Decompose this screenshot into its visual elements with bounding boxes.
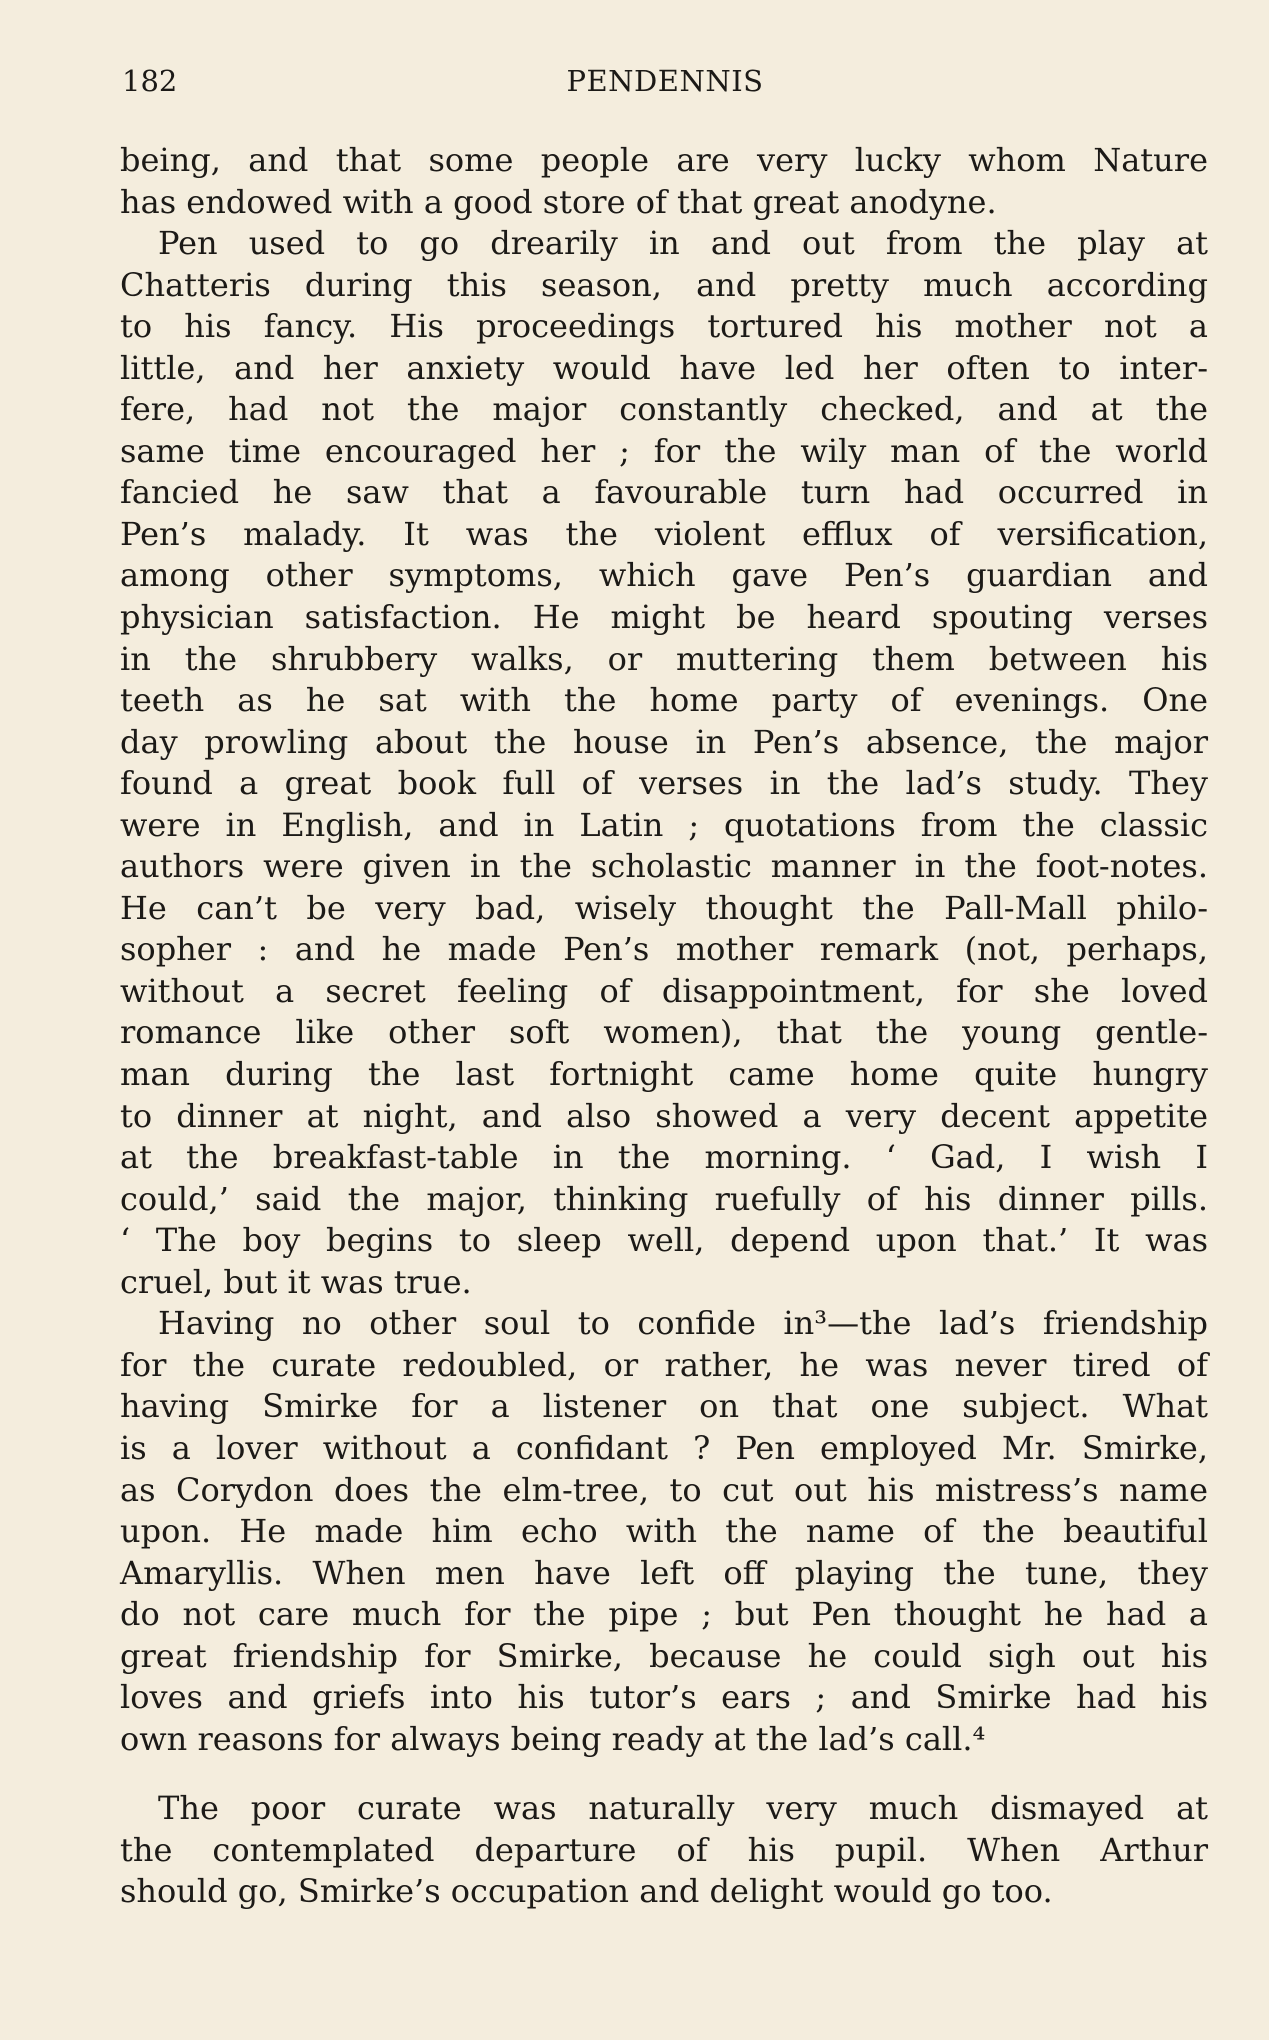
text-line: own reasons for always being ready at the lad’s call.⁴ — [120, 1719, 986, 1758]
text-line: physician satisfaction. He might be heard spouting verses — [120, 598, 1208, 637]
text-line: man during the last fortnight came home quite hungry — [120, 1055, 1208, 1094]
text-line: fere, had not the major constantly checked, and at the — [120, 390, 1208, 429]
text-line: Chatteris during this season, and pretty much according — [120, 265, 1208, 304]
text-line: The poor curate was naturally very much dismayed at — [158, 1789, 1208, 1828]
text-line: for the curate redoubled, or rather, he was never tired of — [120, 1345, 1208, 1384]
text-line: were in English, and in Latin ; quotations from the classic — [120, 805, 1208, 844]
text-line: should go, Smirke’s occupation and delight would go too. — [120, 1872, 1053, 1911]
text-line: Having no other soul to confide in³—the lad’s friendship — [158, 1304, 1208, 1343]
text-line: found a great book full of verses in the lad’s study. They — [120, 764, 1208, 803]
page-number: 182 — [122, 64, 178, 98]
text-line: to his fancy. His proceedings tortured his mother not a — [120, 307, 1208, 346]
text-line: among other symptoms, which gave Pen’s guardian and — [120, 556, 1208, 595]
text-line: in the shrubbery walks, or muttering them between his — [120, 639, 1208, 678]
page-header — [122, 64, 1208, 108]
text-line: Amaryllis. When men have left off playing the tune, they — [120, 1553, 1208, 1592]
text-line: to dinner at night, and also showed a very decent appetite — [120, 1096, 1208, 1135]
text-line: being, and that some people are very lucky whom Nature — [120, 141, 1208, 179]
text-line: do not care much for the pipe ; but Pen thought he had a — [120, 1595, 1208, 1634]
body-text — [120, 140, 1208, 1913]
text-line: has endowed with a good store of that great anodyne. — [120, 182, 997, 221]
text-line: having Smirke for a listener on that one subject. What — [120, 1387, 1208, 1426]
paragraph — [120, 1788, 1208, 1913]
text-line: same time encouraged her ; for the wily man of the world — [120, 431, 1208, 470]
text-line: teeth as he sat with the home party of evenings. One — [120, 681, 1208, 720]
text-line: authors were given in the scholastic manner in the foot-notes. — [120, 847, 1208, 886]
text-line: fancied he saw that a favourable turn had occurred in — [120, 473, 1208, 512]
text-line: is a lover without a confidant ? Pen employed Mr. Smirke, — [120, 1428, 1208, 1467]
text-line: cruel, but it was true. — [120, 1262, 472, 1301]
paragraph-gap — [120, 1760, 1208, 1788]
text-line: ‘ The boy begins to sleep well, depend upon that.’ It was — [120, 1221, 1208, 1260]
text-line: upon. He made him echo with the name of the beautiful — [120, 1512, 1208, 1551]
paragraph — [120, 1303, 1208, 1760]
text-line: romance like other soft women), that the young gentle- — [120, 1013, 1208, 1052]
text-line: sopher : and he made Pen’s mother remark (not, perhaps, — [120, 930, 1208, 969]
text-line: He can’t be very bad, wisely thought the Pall-Mall philo- — [120, 888, 1208, 927]
paragraph — [120, 223, 1208, 1303]
text-line: Pen’s malady. It was the violent efflux of versification, — [120, 514, 1208, 553]
text-line: the contemplated departure of his pupil. When Arthur — [120, 1830, 1208, 1869]
text-line: could,’ said the major, thinking ruefully of his dinner pills. — [120, 1179, 1208, 1218]
text-line: at the breakfast-table in the morning. ‘ Gad, I wish I — [120, 1138, 1208, 1177]
text-line: as Corydon does the elm-tree, to cut out his mistress’s name — [120, 1470, 1208, 1509]
paragraph — [120, 140, 1208, 223]
text-line: loves and griefs into his tutor’s ears ; and Smirke had his — [120, 1678, 1208, 1717]
running-head: PENDENNIS — [566, 64, 764, 98]
text-line: little, and her anxiety would have led her often to inter- — [120, 348, 1208, 387]
text-line: without a secret feeling of disappointment, for she loved — [120, 971, 1208, 1010]
text-line: great friendship for Smirke, because he could sigh out his — [120, 1636, 1208, 1675]
text-line: day prowling about the house in Pen’s absence, the major — [120, 722, 1208, 761]
text-line: Pen used to go drearily in and out from the play at — [158, 224, 1208, 263]
